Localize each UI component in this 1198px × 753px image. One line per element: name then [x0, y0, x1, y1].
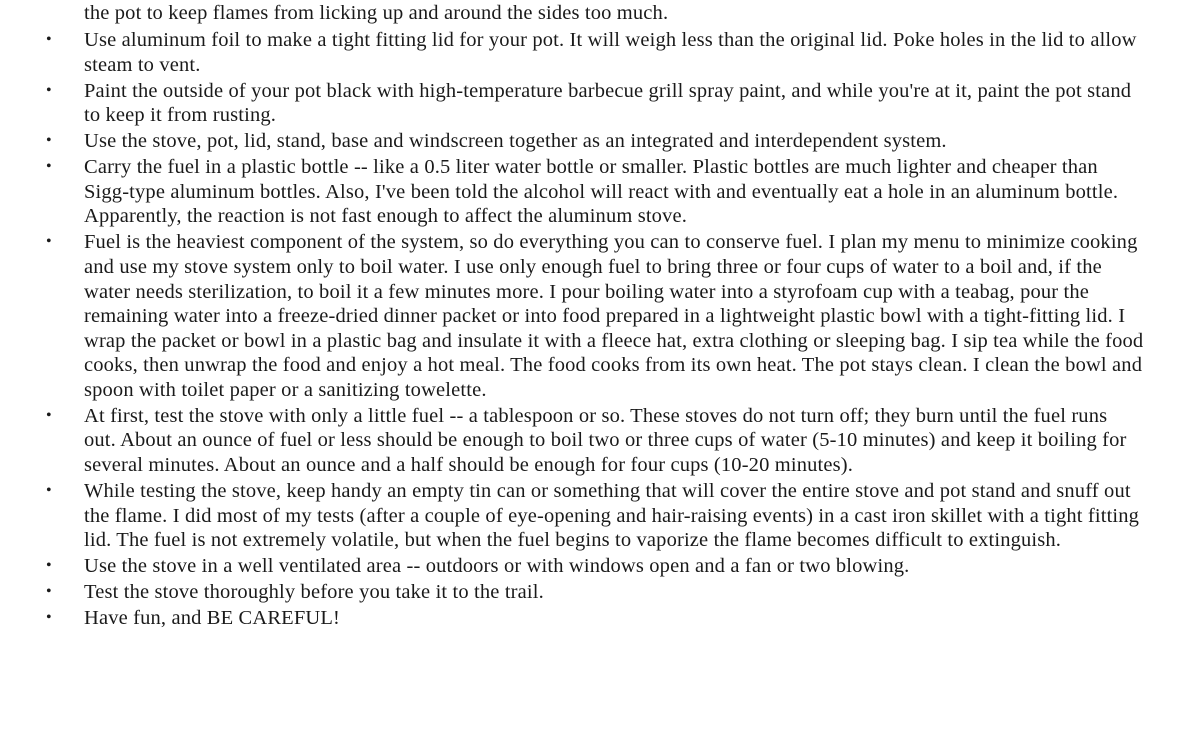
list-item-text: Paint the outside of your pot black with high-temperature barbecue grill spray paint, and while you're at it, paint the pot stand to keep it from rusting. — [84, 79, 1132, 127]
list-item-text: Have fun, and BE CAREFUL! — [84, 607, 340, 630]
list-item — [0, 479, 1198, 553]
tips-bullet-list — [0, 28, 1198, 632]
list-item-text: Use the stove in a well ventilated area -- outdoors or with windows open and a fan or two blowing. — [84, 555, 910, 578]
bullet-icon: • — [46, 31, 52, 48]
list-item — [0, 230, 1198, 402]
list-item — [0, 79, 1198, 128]
list-item-text: Use the stove, pot, lid, stand, base and windscreen together as an integrated and interdependent system. — [84, 130, 947, 153]
bullet-icon: • — [46, 557, 52, 575]
list-item — [0, 580, 1198, 605]
list-item-text: While testing the stove, keep handy an empty tin can or something that will cover the entire stove and pot stand and snuff out the flame. I did most of my tests (after a couple of eye-opening and hair-raising events) in a cast iron skillet with a tight fitting lid. The fuel is not extremely volatile, but when the fuel begins to vaporize the flame becomes difficult to extinguish. — [84, 480, 1140, 552]
bullet-icon: • — [46, 406, 52, 424]
list-item-text: Fuel is the heaviest component of the system, so do everything you can to conserve fuel. I plan my menu to minimize cooking and use my stove system only to boil water. I use only enough fuel to bring three or four cups of water to a boil and, if the water needs sterilization, to boil it a few minutes more. I pour boiling water into a styrofoam cup with a teabag, pour the remaining water into a freeze-dried dinner packet or into food prepared in a lightweight plastic bowl with a tight-fitting lid. I wrap the packet or bowl in a plastic bag and insulate it with a fleece hat, extra clothing or sleeping bag. I sip tea while the food cooks, then unwrap the food and enjoy a hot meal. The food cooks from its own heat. The pot stays clean. I clean the bowl and spoon with toilet paper or a sanitizing towelette. — [84, 231, 1144, 401]
list-item — [0, 554, 1198, 579]
bullet-icon: • — [46, 482, 52, 500]
bullet-icon: • — [46, 132, 52, 150]
list-item — [0, 28, 1198, 77]
list-item-text: At first, test the stove with only a little fuel -- a tablespoon or so. These stoves do not turn off; they burn until the fuel runs out. About an ounce of fuel or less should be enough to boil two or three cups of water (5-10 minutes) and keep it boiling for several minutes. About an ounce and a half should be enough for four cups (10-20 minutes). — [84, 404, 1127, 477]
bullet-icon: • — [46, 609, 52, 627]
list-item — [0, 155, 1198, 229]
bullet-icon: • — [46, 233, 52, 251]
list-item — [0, 129, 1198, 154]
list-item — [0, 404, 1198, 478]
continuation-paragraph: the pot to keep flames from licking up and around the sides too much. — [84, 2, 669, 24]
list-item-text: Carry the fuel in a plastic bottle -- like a 0.5 liter water bottle or smaller. Plastic bottles are much lighter and cheaper than Sigg-type aluminum bottles. Also, I've been told the alcohol will react with and eventually eat a hole in an aluminum bottle. Apparently, the reaction is not fast enough to affect the aluminum stove. — [84, 156, 1119, 228]
bullet-icon: • — [46, 158, 52, 176]
list-item-text: Use aluminum foil to make a tight fitting lid for your pot. It will weigh less than the original lid. Poke holes in the lid to allow steam to vent. — [84, 29, 1137, 76]
list-item — [0, 606, 1198, 631]
bullet-icon: • — [46, 583, 52, 601]
list-item-text: Test the stove thoroughly before you take it to the trail. — [84, 581, 544, 604]
bullet-icon: • — [46, 81, 52, 99]
